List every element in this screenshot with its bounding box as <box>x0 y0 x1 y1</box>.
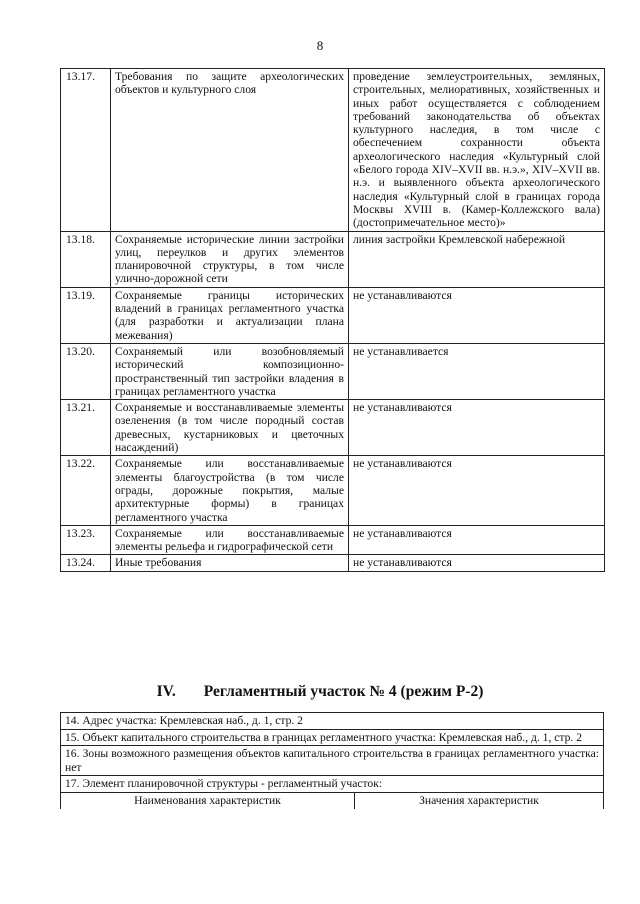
table-row <box>61 343 605 399</box>
row-value: не устанавливаются <box>349 456 605 525</box>
characteristics-header <box>61 793 603 809</box>
table-row <box>61 231 605 287</box>
page-number: 8 <box>316 38 324 53</box>
row-value: не устанавливаются <box>349 287 605 343</box>
table-row <box>61 69 605 232</box>
row-requirement: Иные требования <box>111 555 349 571</box>
row-requirement: Сохраняемые и восстанавливаемые элементы озеленения (в том числе породный состав древесных, кустарниковых и цветочных насаждений) <box>111 400 349 456</box>
row-value: не устанавливаются <box>349 555 605 571</box>
row-requirement: Сохраняемый или возобновляемый исторический композиционно-пространственный тип застройки владения в границах регламентного участка <box>111 343 349 399</box>
parcel-element: 17. Элемент планировочной структуры - регламентный участок: <box>61 776 603 793</box>
row-requirement: Сохраняемые или восстанавливаемые элементы рельефа и гидрографической сети <box>111 525 349 555</box>
characteristics-name-header: Наименования характеристик <box>61 793 355 809</box>
parcel-address: 14. Адрес участка: Кремлевская наб., д. 1, стр. 2 <box>61 713 603 730</box>
characteristics-value-header: Значения характеристик <box>419 793 539 807</box>
row-requirement: Сохраняемые границы исторических владений в границах регламентного участка (для разработки и актуализации плана межевания) <box>111 287 349 343</box>
row-value: не устанавливаются <box>349 525 605 555</box>
row-requirement: Сохраняемые исторические линии застройки улиц, переулков и других элементов планировочной структуры, в том числе улично-дорожной сети <box>111 231 349 287</box>
table-row <box>61 525 605 555</box>
parcel-capital-object: 15. Объект капитального строительства в границах регламентного участка: Кремлевская наб., д. 1, стр. 2 <box>61 730 603 747</box>
row-number: 13.20. <box>61 343 111 399</box>
table-row <box>61 400 605 456</box>
row-number: 13.23. <box>61 525 111 555</box>
section-roman-numeral: IV. <box>156 683 176 700</box>
row-number: 13.22. <box>61 456 111 525</box>
parcel-zones: 16. Зоны возможного размещения объектов капитального строительства в границах регламентного участка: нет <box>61 746 603 776</box>
row-requirement: Сохраняемые или восстанавливаемые элементы благоустройства (в том числе ограды, дорожные покрытия, малые архитектурные формы) в границах регламентного участка <box>111 456 349 525</box>
row-value: линия застройки Кремлевской набережной <box>349 231 605 287</box>
requirements-table <box>60 68 605 572</box>
row-number: 13.24. <box>61 555 111 571</box>
table-row <box>61 555 605 571</box>
row-value: не устанавливается <box>349 343 605 399</box>
row-number: 13.18. <box>61 231 111 287</box>
table-row <box>61 456 605 525</box>
parcel-info-table <box>60 712 604 809</box>
row-requirement: Требования по защите археологических объектов и культурного слоя <box>111 69 349 232</box>
table-row <box>61 287 605 343</box>
row-value: проведение землеустроительных, земляных, строительных, мелиоративных, хозяйственных и иных работ осуществляется с соблюдением требований законодательства об объектах культурного наследия, в том числе с обеспечением сохранности объекта археологического наследия «Культурный слой «Белого города XIV–XVII вв. н.э.», XIV–XVII вв. н.э. и выявленного объекта археологического наследия «Культурный слой в границах города Москвы XVIII в. (Камер-Коллежского вала) (достопримечательное место)» <box>349 69 605 232</box>
section-title: Регламентный участок № 4 (режим Р-2) <box>203 683 484 700</box>
row-value: не устанавливаются <box>349 400 605 456</box>
section-heading <box>0 683 640 701</box>
row-number: 13.17. <box>61 69 111 232</box>
row-number: 13.19. <box>61 287 111 343</box>
row-number: 13.21. <box>61 400 111 456</box>
